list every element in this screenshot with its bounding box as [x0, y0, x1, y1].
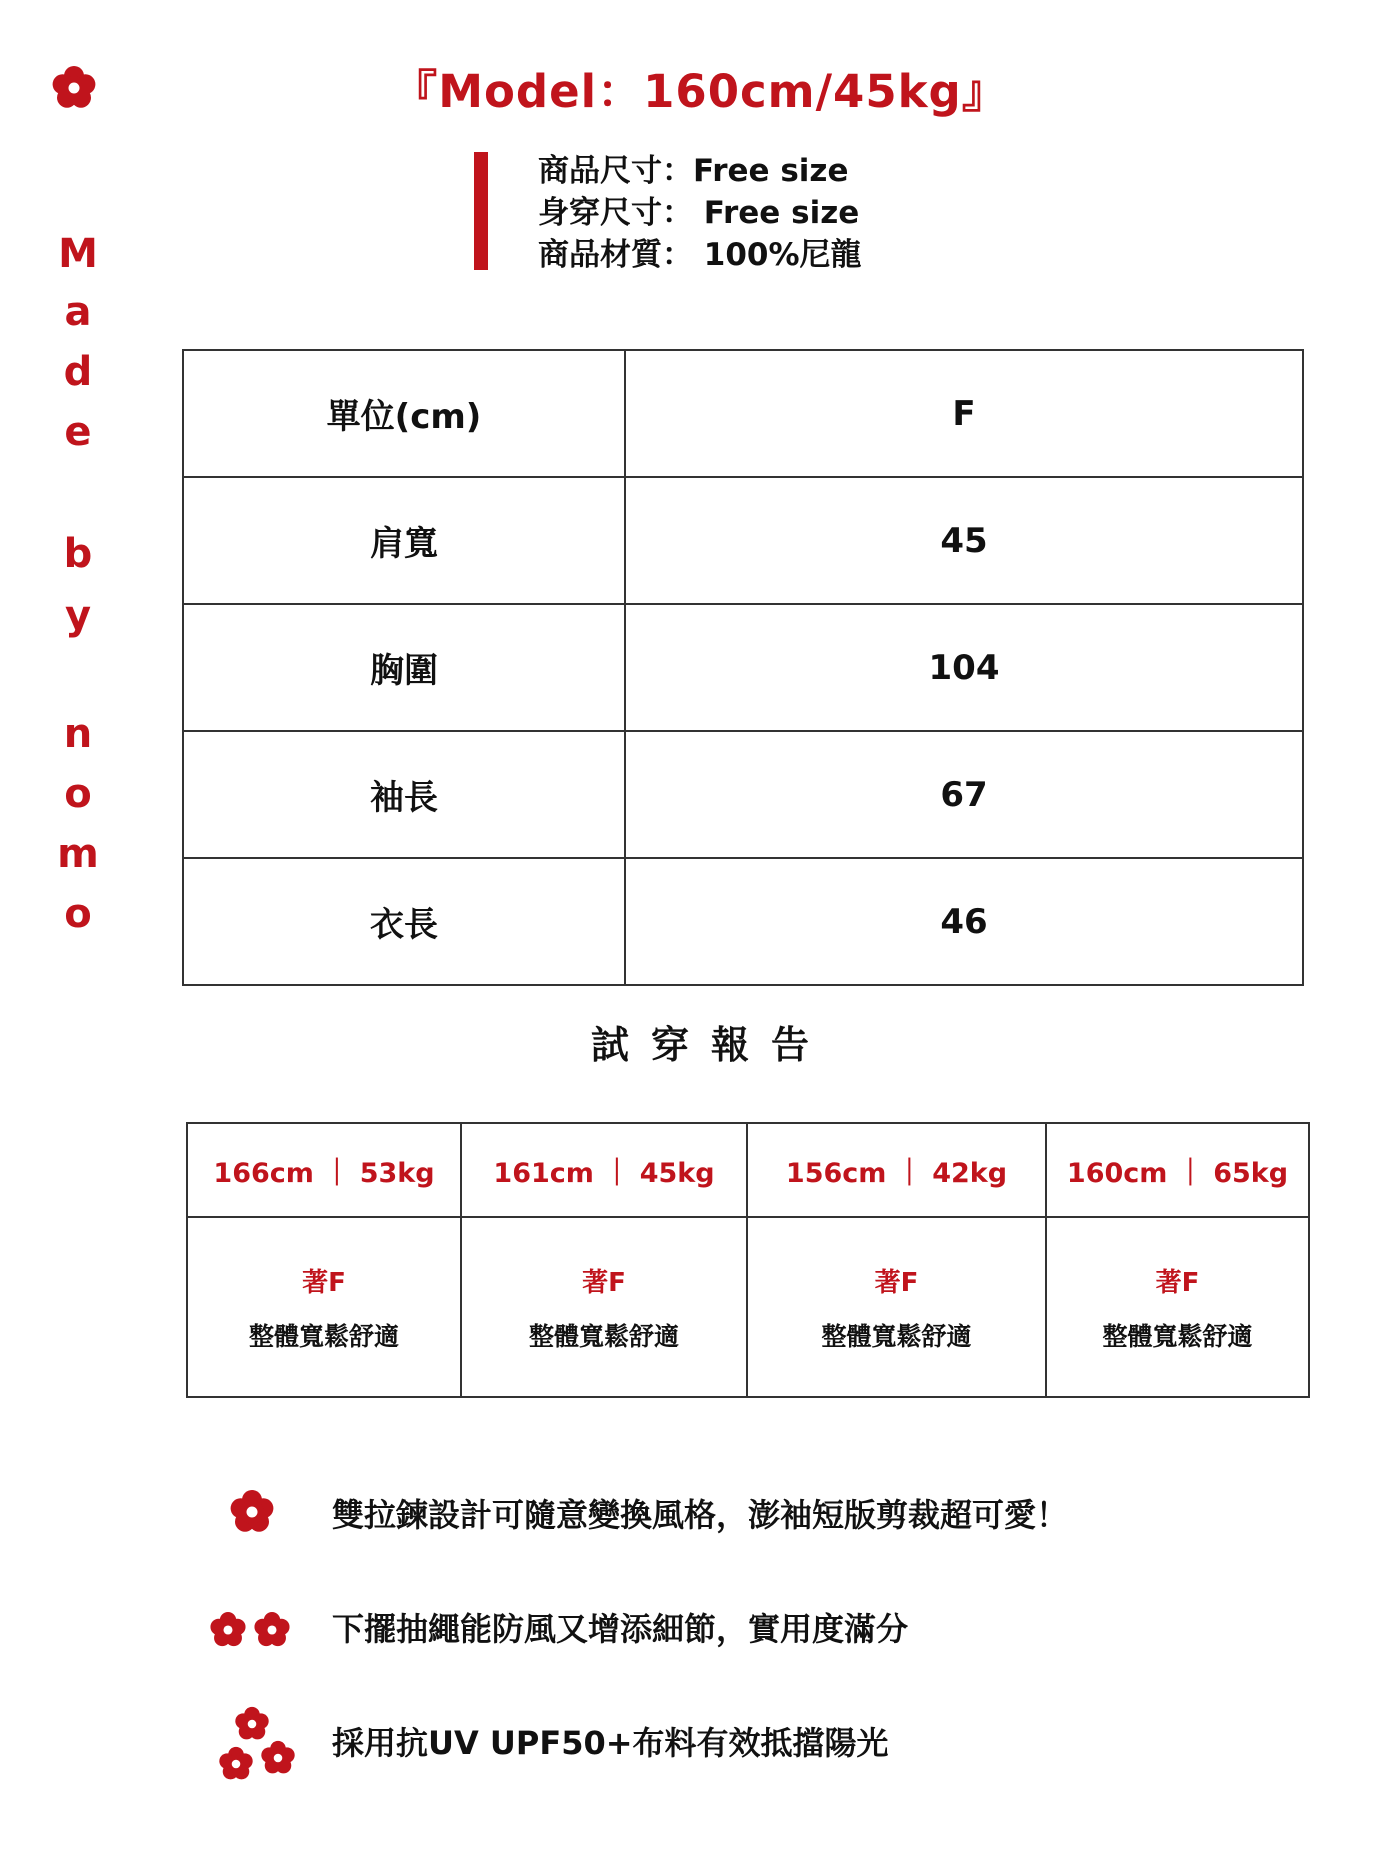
fit-comment: 整體寬鬆舒適 [1102, 1321, 1253, 1351]
flower-icon [226, 1486, 278, 1538]
brand-letter: d [63, 349, 93, 395]
size-table [182, 349, 1304, 986]
size-label: F [625, 350, 1303, 477]
brand-letter: y [64, 593, 92, 639]
feature-item: 採用抗UV UPF50+布料有效抵擋陽光 [332, 1724, 889, 1762]
brand-letter: e [64, 409, 92, 455]
wear-size: 身穿尺寸： Free size [538, 195, 860, 231]
brand-letter: m [57, 831, 99, 877]
measure-label: 衣長 [183, 858, 625, 985]
product-size: 商品尺寸：Free size [538, 153, 849, 189]
table-row [183, 477, 1303, 604]
fit-comment: 整體寬鬆舒適 [821, 1321, 972, 1351]
fit-comment: 整體寬鬆舒適 [528, 1321, 679, 1351]
measure-value: 45 [625, 477, 1303, 604]
brand-letter: o [64, 771, 92, 817]
measure-value: 46 [625, 858, 1303, 985]
feature-item: 下擺抽繩能防風又增添細節，實用度滿分 [332, 1610, 909, 1648]
accent-bar [474, 152, 488, 270]
table-row [183, 731, 1303, 858]
measure-value: 104 [625, 604, 1303, 731]
measure-label: 肩寬 [183, 477, 625, 604]
product-info [538, 150, 862, 276]
body-stats: 156cm ｜ 42kg [747, 1123, 1046, 1217]
flower-icon [210, 1696, 300, 1780]
fitting-report-table [186, 1122, 1310, 1398]
fit-size: 著F [302, 1267, 346, 1298]
measure-value: 67 [625, 731, 1303, 858]
brand-letter: o [64, 891, 92, 937]
material: 商品材質： 100%尼龍 [538, 237, 862, 273]
flower-icon [202, 1608, 292, 1652]
fit-size: 著F [1155, 1267, 1200, 1298]
fitting-cell [747, 1217, 1046, 1397]
fit-size: 著F [582, 1267, 626, 1298]
fitting-report-row [187, 1217, 1309, 1397]
body-stats: 161cm ｜ 45kg [461, 1123, 747, 1217]
fitting-cell [1046, 1217, 1309, 1397]
fitting-cell [187, 1217, 461, 1397]
fit-size: 著F [874, 1267, 919, 1298]
brand-letter: a [64, 289, 92, 335]
body-stats: 166cm ｜ 53kg [187, 1123, 461, 1217]
table-row [183, 858, 1303, 985]
feature-item: 雙拉鍊設計可隨意變換風格，澎袖短版剪裁超可愛！ [332, 1496, 1069, 1534]
brand-letter: b [63, 531, 93, 577]
table-row [183, 604, 1303, 731]
fitting-cell [461, 1217, 747, 1397]
brand-letter: n [63, 711, 93, 757]
fit-comment: 整體寬鬆舒適 [248, 1321, 399, 1351]
measure-label: 袖長 [183, 731, 625, 858]
unit-label: 單位(cm) [183, 350, 625, 477]
size-table-header [183, 350, 1303, 477]
measure-label: 胸圍 [183, 604, 625, 731]
report-title: 試穿報告 [590, 1023, 831, 1067]
model-info: 『Model：160cm/45kg』 [392, 65, 1008, 118]
brand-letter: M [58, 231, 98, 277]
fitting-report-header [187, 1123, 1309, 1217]
body-stats: 160cm ｜ 65kg [1046, 1123, 1309, 1217]
